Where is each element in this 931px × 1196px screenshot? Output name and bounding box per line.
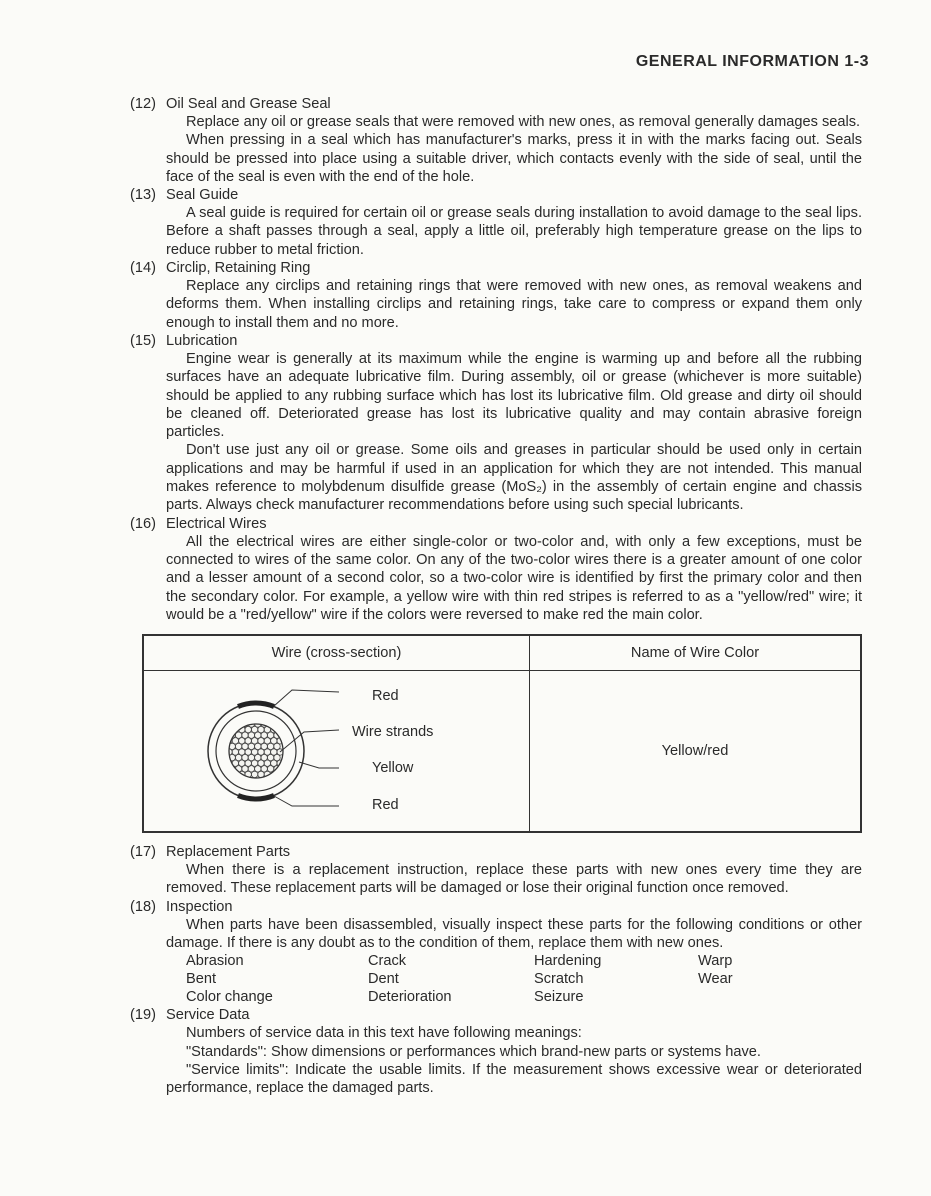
red-stripe-top [238, 703, 274, 707]
section-title: Lubrication [166, 332, 238, 349]
leader-strands [280, 730, 339, 752]
condition-item: Scratch [534, 971, 584, 988]
condition-item: Hardening [534, 953, 602, 970]
label-wire-strands: Wire strands [352, 724, 434, 741]
strand [229, 766, 235, 772]
section-title: Replacement Parts [166, 844, 291, 861]
label-red-bottom: Red [372, 797, 399, 814]
service-intro: Numbers of service data in this text have following meanings: [186, 1025, 582, 1042]
strand [229, 721, 235, 727]
wire-color-name: Yellow/red [530, 671, 862, 833]
strand [226, 771, 232, 777]
paragraph: A seal guide is required for certain oil or grease seals during installation to avoid damage to the seal lips. Before a shaft passes through a seal, apply a little oil, preferably high temperature grease on the lips to reduce rubber to metal friction. [166, 205, 862, 258]
section-14 [130, 259, 862, 332]
section-number: (15) [130, 332, 156, 349]
paragraph: Don't use just any oil or grease. Some oils and greases in particular should be used only in certain applications and may be harmful if used in an application for which they are not intended. This manual makes reference to molybdenum disulfide grease (MoS₂) in the assembly of certain engine and chassis parts. Always check manufacturer recommendations before using such special lubricants. [166, 442, 862, 514]
condition-list [186, 952, 862, 1006]
label-red-top: Red [372, 688, 399, 705]
paragraph: All the electrical wires are either single-color or two-color and, with only a few exceptions, must be connected to wires of the same color. On any of the two-color wires there is a greater amount of one color and a lesser amount of a second color, so a two-color wire is identified by first the primary color and then the secondary color. For example, a yellow wire with thin red stripes is referred to as a "yellow/red" wire; it would be a "red/yellow" wire if the colors were reversed to make red the main color. [166, 533, 862, 623]
section-title: Circlip, Retaining Ring [166, 260, 311, 277]
condition-item: Warp [698, 953, 733, 970]
service-limits: "Service limits": Indicate the usable limits. If the measurement shows excessive wear or deteriorated performance, replace the damaged parts. [166, 1061, 862, 1097]
section-18 [130, 898, 862, 1007]
paragraph: When there is a replacement instruction, replace these parts with new ones every time they are removed. These replacement parts will be damaged or lose their original function once removed. [166, 862, 862, 897]
page-content [130, 95, 862, 1098]
section-title: Electrical Wires [166, 515, 267, 532]
section-number: (16) [130, 515, 156, 532]
strand [232, 771, 238, 777]
section-17 [130, 843, 862, 898]
section-number: (18) [130, 898, 156, 915]
table-header-wire: Wire (cross-section) [143, 635, 530, 671]
section-16 [130, 515, 862, 624]
paragraph: Replace any oil or grease seals that were removed with new ones, as removal generally damages seals. [186, 114, 861, 130]
label-yellow: Yellow [372, 760, 414, 777]
table-header-color-name: Name of Wire Color [530, 635, 862, 671]
section-title: Inspection [166, 898, 233, 915]
section-12 [130, 95, 862, 186]
strand [226, 727, 232, 733]
condition-item: Crack [368, 953, 407, 970]
paragraph: Replace any circlips and retaining rings that were removed with new ones, as removal weakens and deforms them. When installing circlips and retaining rings, take care to compress or expand them only enough to install them and no more. [166, 278, 862, 331]
condition-item: Bent [186, 971, 217, 988]
section-15 [130, 332, 862, 515]
section-19 [130, 1006, 862, 1097]
condition-item: Dent [368, 971, 399, 988]
service-standards: "Standards": Show dimensions or performances which brand-new parts or systems have. [186, 1043, 761, 1060]
paragraph: When pressing in a seal which has manufacturer's marks, press it in with the marks facing out. Seals should be pressed into place using a suitable driver, which contacts evenly with the side of seal, until the face of the seal is even with the end of the hole. [166, 132, 862, 185]
section-number: (17) [130, 844, 156, 861]
section-13 [130, 186, 862, 259]
strand [235, 721, 241, 727]
strand [267, 721, 273, 727]
condition-item [698, 988, 818, 1006]
paragraph: When parts have been disassembled, visually inspect these parts for the following conditions or other damage. If there is any doubt as to the condition of them, replace them with new ones. [166, 916, 862, 952]
condition-item: Abrasion [186, 953, 244, 970]
page-number: 1-3 [844, 53, 869, 70]
condition-item: Color change [186, 989, 273, 1006]
wire-diagram-cell [143, 671, 530, 833]
strand [274, 721, 280, 727]
strand [271, 771, 277, 777]
paragraph: Engine wear is generally at its maximum while the engine is warming up and before all the rubbing surfaces have an adequate lubricative film. During assembly, oil or grease (whichever is more suitable) should be applied to any rubbing surface which has lost its lubricative film. Old grease and dirty oil should be cleaned off. Deteriorated grease has lost its lubricative quality and may contain abrasive foreign particles. [166, 350, 862, 441]
section-title: Seal Guide [166, 187, 239, 204]
wire-cross-section-diagram [144, 672, 529, 830]
condition-item: Deterioration [368, 989, 452, 1006]
condition-item: Seizure [534, 989, 584, 1006]
section-number: (13) [130, 187, 156, 204]
section-title: Service Data [166, 1007, 250, 1024]
page-header [636, 53, 869, 71]
condition-item: Wear [698, 971, 733, 988]
section-title: Oil Seal and Grease Seal [166, 96, 331, 112]
leader-red-bottom [274, 796, 339, 806]
section-number: (19) [130, 1007, 156, 1024]
header-title: GENERAL INFORMATION [635, 53, 840, 70]
section-number: (14) [130, 260, 156, 277]
strand [277, 727, 283, 733]
red-stripe-bottom [238, 796, 274, 800]
leader-red-top [274, 690, 339, 706]
strand [277, 771, 283, 777]
leader-yellow [299, 762, 339, 768]
section-number: (12) [130, 96, 156, 112]
wire-color-table [142, 634, 862, 833]
